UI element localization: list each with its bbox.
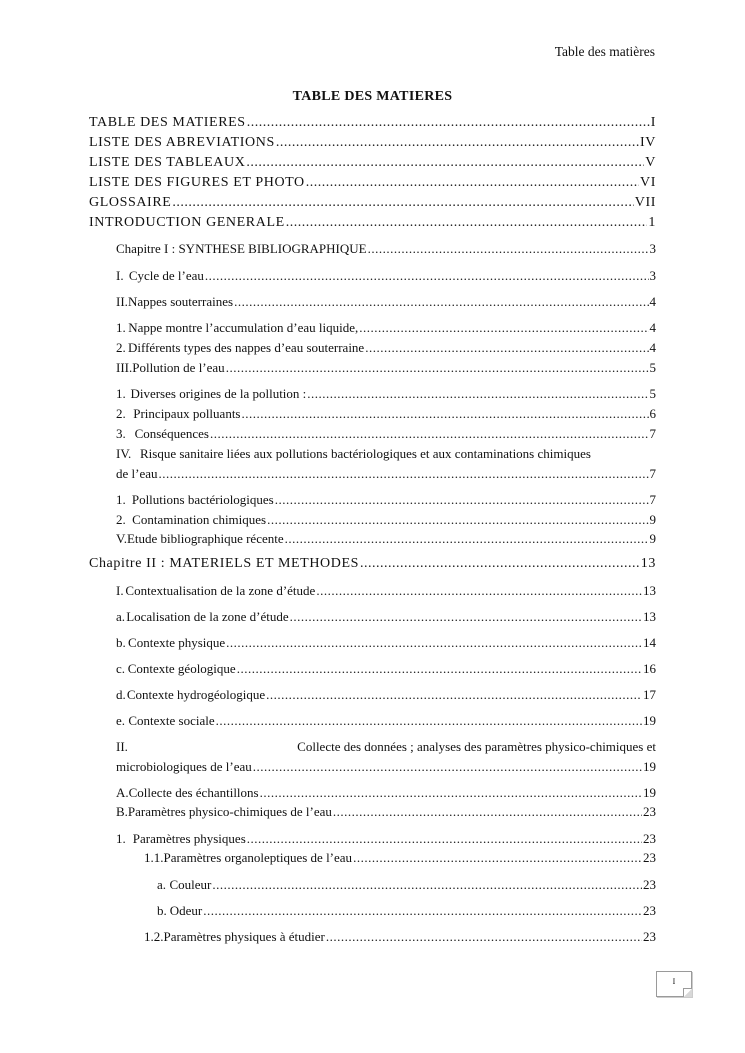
toc-entry[interactable]: 3. Conséquences ..... 7: [116, 426, 656, 442]
toc-page: 16: [643, 661, 656, 676]
toc-label: LISTE DES ABREVIATIONS: [89, 135, 275, 150]
toc-label: Paramètres physiques à étudier: [163, 929, 325, 944]
toc-page: 4: [649, 340, 656, 355]
toc-entry[interactable]: 1. Pollutions bactériologiques ..... 7: [116, 492, 656, 508]
toc-label: Collecte des échantillons: [128, 785, 259, 800]
toc-entry[interactable]: B. Paramètres physico-chimiques de l’eau ..... 23: [116, 804, 656, 820]
header-right: Table des matières: [554, 44, 655, 59]
toc-label: Chapitre I : SYNTHESE BIBLIOGRAPHIQUE: [116, 241, 367, 256]
toc-entry[interactable]: I. Contextualisation de la zone d’étude ..... 13: [116, 583, 656, 599]
toc-page: 17: [643, 687, 656, 702]
toc-entry[interactable]: III. Pollution de l’eau ..... 5: [116, 360, 656, 376]
toc-entry[interactable]: a. Localisation de la zone d’étude ..... 13: [116, 609, 656, 625]
toc-page: 23: [643, 929, 656, 944]
toc-entry[interactable]: 1.2. Paramètres physiques à étudier ..... 23: [144, 929, 656, 945]
toc-page: 23: [643, 877, 656, 892]
toc-entry[interactable]: a. Couleur ..... 23: [157, 877, 656, 893]
toc-page: 9: [649, 512, 656, 527]
toc-entry[interactable]: [116, 466, 656, 482]
toc-page: 23: [643, 850, 656, 865]
toc-page: 3: [649, 268, 656, 283]
toc-label: Contexte hydrogéologique: [126, 687, 266, 702]
toc-label: GLOSSAIRE: [89, 195, 172, 210]
toc-entry[interactable]: c. Contexte géologique ..... 16: [116, 661, 656, 677]
toc-label: Contexte géologique: [127, 661, 236, 676]
toc-entry[interactable]: A. Collecte des échantillons ..... 19: [116, 785, 656, 801]
toc-label: Couleur: [169, 877, 212, 892]
toc-page: 23: [643, 804, 656, 819]
toc-entry[interactable]: [116, 759, 656, 775]
toc-entry[interactable]: 1. Nappe montre l’accumulation d’eau liquide, ..... 4: [116, 320, 656, 336]
toc-page: 23: [643, 831, 656, 846]
toc-page: 23: [643, 903, 656, 918]
toc-page: 4: [649, 294, 656, 309]
toc-label: INTRODUCTION GENERALE: [89, 215, 285, 230]
toc-entry[interactable]: [89, 155, 656, 171]
toc-page: 9: [649, 531, 656, 546]
toc-label: TABLE DES MATIERES: [89, 115, 246, 130]
toc-label: Différents types des nappes d’eau souterraine: [128, 340, 365, 355]
page-title: TABLE DES MATIERES: [292, 89, 453, 104]
toc-label: Cycle de l’eau: [128, 268, 204, 283]
toc-entry[interactable]: 2. Principaux polluants ..... 6: [116, 406, 656, 422]
toc-label: Etude bibliographique récente: [126, 531, 284, 546]
toc-label: LISTE DES TABLEAUX: [89, 155, 246, 170]
toc-page: 7: [649, 492, 656, 507]
toc-label: Nappes souterraines: [128, 294, 234, 309]
page-number-box: [656, 971, 692, 997]
toc-entry[interactable]: 1. Paramètres physiques ..... 23: [116, 831, 656, 847]
toc-page: 13: [640, 556, 656, 571]
toc-entry[interactable]: V. Etude bibliographique récente ..... 9: [116, 531, 656, 547]
toc-label: Contamination chimiques: [132, 512, 267, 527]
toc-entry[interactable]: 1. Diverses origines de la pollution : ..... 5: [116, 386, 656, 402]
toc-page: 3: [649, 241, 656, 256]
toc-label: LISTE DES FIGURES ET PHOTO: [89, 175, 305, 190]
toc-page: 7: [649, 466, 656, 481]
toc-label: microbiologiques de l’eau: [116, 759, 252, 774]
toc-entry[interactable]: b. Contexte physique ..... 14: [116, 635, 656, 651]
toc-label: Principaux polluants: [133, 406, 241, 421]
toc-page: 1: [648, 215, 656, 230]
toc-page: V: [645, 155, 656, 170]
toc-page: VI: [640, 175, 656, 190]
toc-label: Chapitre II : MATERIELS ET METHODES: [89, 556, 359, 571]
toc-page: 19: [643, 785, 656, 800]
toc-page: IV: [640, 135, 656, 150]
toc-label: Diverses origines de la pollution :: [130, 386, 307, 401]
toc-label: Localisation de la zone d’étude: [126, 609, 289, 624]
toc-entry[interactable]: [89, 195, 656, 211]
toc-label: Nappe montre l’accumulation d’eau liquide,: [128, 320, 359, 335]
toc-entry[interactable]: [89, 556, 656, 572]
toc-page: 7: [649, 426, 656, 441]
toc-label: Odeur: [169, 903, 203, 918]
toc-entry[interactable]: [89, 215, 656, 231]
toc-page: 13: [643, 609, 656, 624]
toc-label: Paramètres organoleptiques de l’eau: [163, 850, 353, 865]
toc-label: de l’eau: [116, 466, 158, 481]
toc-label: Conséquences: [134, 426, 209, 441]
toc-page: VII: [634, 195, 656, 210]
toc-label: Paramètres physiques: [132, 831, 246, 846]
toc-label: Risque sanitaire liées aux pollutions bactériologiques et aux contaminations chimiques: [140, 446, 591, 461]
toc-entry[interactable]: II. Collecte des données ; analyses des paramètres physico-chimiques et: [116, 739, 656, 754]
toc-page: 5: [649, 386, 656, 401]
toc-entry[interactable]: I. Cycle de l’eau ..... 3: [116, 268, 656, 284]
toc-entry[interactable]: d. Contexte hydrogéologique ..... 17: [116, 687, 656, 703]
toc-label: Contexte sociale: [128, 713, 215, 728]
toc-entry[interactable]: 2. Contamination chimiques ..... 9: [116, 512, 656, 528]
toc-page: 4: [649, 320, 656, 335]
toc-page: I: [650, 115, 656, 130]
toc-label: Paramètres physico-chimiques de l’eau: [127, 804, 332, 819]
toc-entry[interactable]: [89, 115, 656, 131]
toc-entry[interactable]: II. Nappes souterraines ..... 4: [116, 294, 656, 310]
toc-label: Pollutions bactériologiques: [131, 492, 274, 507]
toc-page: 5: [649, 360, 656, 375]
toc-label: Contexte physique: [128, 635, 226, 650]
toc-page: 19: [643, 759, 656, 774]
toc-entry[interactable]: [89, 135, 656, 151]
toc-entry[interactable]: [116, 241, 656, 257]
page-number: I: [672, 977, 676, 986]
toc-page: 13: [643, 583, 656, 598]
toc-entry[interactable]: 2. Différents types des nappes d’eau souterraine ..... 4: [116, 340, 656, 356]
toc-page: 6: [649, 406, 656, 421]
toc-label: Contextualisation de la zone d’étude: [125, 583, 316, 598]
toc-entry[interactable]: b. Odeur ..... 23: [157, 903, 656, 919]
toc-entry[interactable]: [89, 175, 656, 191]
toc-page: 19: [643, 713, 656, 728]
toc-label: Collecte des données ; analyses des paramètres physico-chimiques et: [297, 739, 656, 754]
toc-page: 14: [643, 635, 656, 650]
toc-label: Pollution de l’eau: [132, 360, 225, 375]
toc-entry[interactable]: e. Contexte sociale ..... 19: [116, 713, 656, 729]
toc-entry[interactable]: IV. Risque sanitaire liées aux pollutions bactériologiques et aux contaminations chimiques: [116, 446, 591, 461]
toc-entry[interactable]: 1.1. Paramètres organoleptiques de l’eau ..... 23: [144, 850, 656, 866]
